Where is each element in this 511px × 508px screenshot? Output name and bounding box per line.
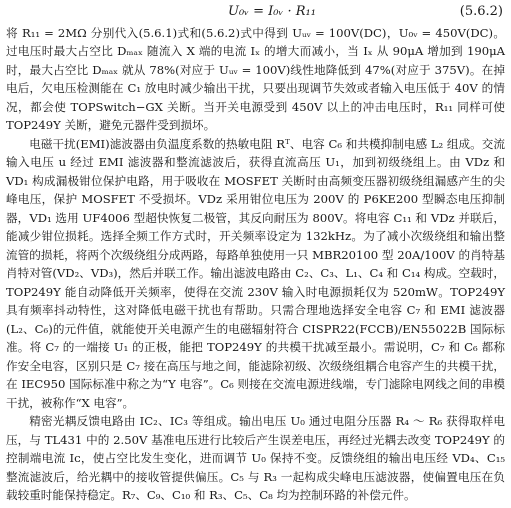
equation-number: (5.6.2) [459,4,503,19]
equation-line [0,1,511,23]
equation-expression: U₀ᵥ = I₀ᵥ · R₁₁ [228,4,316,19]
paragraph-3: 精密光耦反馈电路由 IC₂、IC₃ 等组成。输出电压 U₀ 通过电阻分压器 R₄ ～ R₆ 获得取样电压，与 TL431 中的 2.50V 基准电压进行比较后产生误差电压，再经过光耦去改变 TOP249Y 的控制端电流 Iᴄ，使占空比发生变化，进而调节 U₀ 保持不变。反馈绕组的输出电压经 VD₄、C₁₅ 整流滤波后，给光耦中的接收管提供偏压。C₅ 与 R₃ 一起构成尖峰电压滤波器，使偏置电压在负载较重时能保持稳定。R₇、C₉、C₁₀ 和 R₃、C₅、C₈ 均为控制环路的补偿元件。 [6,414,505,503]
body-text [6,24,505,505]
paragraph-1: 将 R₁₁ = 2MΩ 分别代入(5.6.1)式和(5.6.2)式中得到 Uᵤᵥ = 100V(DC)，U₀ᵥ = 450V(DC)。过电压时最大占空比 Dₘₐₓ 随流入 X 端的电流 Iₓ 的增大而减小，当 Iₓ 从 90μA 增加到 190μA 时，最大占空比 Dₘₐₓ 就从 78%(对应于 Uᵤᵥ = 100V)线性地降低到 47%(对应于 375V)。在掉电后，欠电压检测能在 C₁ 放电时减少输出干扰，只要出现调节失效或者输入电压低于 40V 的情况，都会使 TOPSwitch−GX 关断。当开关电源受到 450V 以上的冲击电压时，R₁₁ 同样可使 TOP249Y 关断，避免元器件受到损坏。 [6,26,505,133]
paragraph-2: 电磁干扰(EMI)滤波器由负温度系数的热敏电阻 Rᵀ、电容 C₆ 和共模抑制电感 L₂ 组成。交流输入电压 u 经过 EMI 滤波器和整流滤波后，获得直流高压 U₁，加到初级绕组上。由 VDᴢ 和 VD₁ 构成漏极钳位保护电路，用于吸收在 MOSFET 关断时由高频变压器初级绕组漏感产生的尖峰电压，保护 MOSFET 不受损坏。VDᴢ 采用钳位电压为 200V 的 P6KE200 型瞬态电压抑制器，VD₁ 选用 UF4006 型超快恢复二极管，其反向耐压为 800V。将电容 C₁₁ 和 VDᴢ 并联后，能减少钳位损耗。选择全频工作方式时，开关频率设定为 132kHz。为了减小次级绕组和输出整流管的损耗，将两个次级绕组分成两路，每路单独使用一只 MBR20100 型 20A/100V 的肖特基肖特对管(VD₂、VD₃)，然后并联工作。输出滤波电路由 C₂、C₃、L₁、C₄ 和 C₁₄ 构成。空载时，TOP249Y 能自动降低开关频率，使得在交流 230V 输入时电源损耗仅为 520mW。TOP249Y 具有频率抖动特性，这对降低电磁干扰也有帮助。只需合理地选择安全电容 C₇ 和 EMI 滤波器(L₂、C₆)的元件值，就能使开关电源产生的电磁辐射符合 CISPR22(FCCB)/EN55022B 国际标准。将 C₇ 的一端接 U₁ 的正极，能把 TOP249Y 的共模干扰减至最小。需说明，C₇ 和 C₆ 都称作安全电容，区别只是 C₇ 接在高压与地之间，能滤除初级、次级绕组耦合电容产生的共模干扰，在 IEC950 国际标准中称之为“Y 电容”。C₆ 则接在交流电源进线端，专门滤除电网线之间的串模干扰，被称作“X 电容”。 [6,136,505,410]
